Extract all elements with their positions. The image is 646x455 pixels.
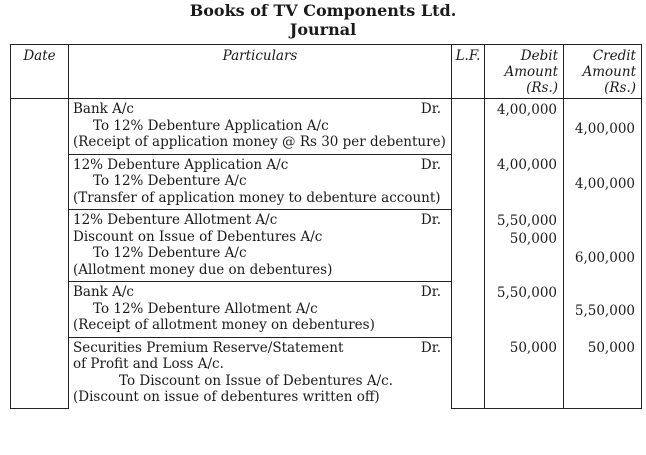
credit-cell <box>564 154 642 210</box>
header-credit-line: (Rs.) <box>604 80 636 96</box>
lf-cell <box>452 210 485 282</box>
debit-account-cont: of Profit and Loss A/c. <box>73 356 224 372</box>
header-debit <box>485 45 564 99</box>
particulars-cell <box>69 154 452 210</box>
date-cell <box>11 337 69 409</box>
narration: (Receipt of application money @ Rs 30 per debenture) <box>73 134 446 150</box>
debit-amount: 5,50,000 <box>496 212 557 229</box>
debit-cell <box>485 99 564 155</box>
lf-cell <box>452 99 485 155</box>
debit-account-line <box>73 101 447 118</box>
credit-amount: 4,00,000 <box>574 175 635 192</box>
journal-table <box>10 44 642 409</box>
lf-cell <box>452 154 485 210</box>
debit-account: Securities Premium Reserve/Statement <box>73 339 344 356</box>
debit-account-2: Discount on Issue of Debentures A/c <box>73 228 323 245</box>
credit-account: To 12% Debenture Application A/c <box>93 117 329 134</box>
debit-account: Bank A/c <box>73 284 134 300</box>
credit-amount <box>564 212 635 231</box>
lf-cell <box>452 282 485 338</box>
header-credit <box>564 45 642 99</box>
header-particulars: Particulars <box>69 45 452 99</box>
debit-account-line <box>73 284 447 301</box>
dr-marker: Dr. <box>420 284 441 300</box>
credit-amount: 6,00,000 <box>574 249 635 266</box>
debit-account-line <box>73 340 447 357</box>
debit-cell <box>485 282 564 338</box>
header-debit-line: Amount <box>504 64 558 80</box>
header-date: Date <box>11 45 69 99</box>
debit-account: 12% Debenture Application A/c <box>73 156 289 173</box>
credit-cell <box>564 337 642 409</box>
header-row <box>11 45 642 99</box>
particulars-cell <box>69 337 452 409</box>
journal-entry <box>11 99 642 155</box>
particulars-cell <box>69 99 452 155</box>
debit-amount: 4,00,000 <box>496 157 557 173</box>
narration: (Allotment money due on debentures) <box>73 261 333 278</box>
debit-amount: 50,000 <box>509 231 557 247</box>
header-lf: L.F. <box>452 45 485 99</box>
credit-amount <box>564 156 635 175</box>
particulars-cell <box>69 210 452 282</box>
narration: (Receipt of allotment money on debentures) <box>73 317 375 333</box>
journal-entry <box>11 337 642 409</box>
particulars-cell <box>69 282 452 338</box>
credit-cell <box>564 282 642 338</box>
debit-cell <box>485 210 564 282</box>
debit-cell <box>485 337 564 409</box>
credit-amount: 4,00,000 <box>574 120 635 137</box>
narration: (Discount on issue of debentures written off) <box>73 389 380 405</box>
dr-marker: Dr. <box>420 212 441 228</box>
date-cell <box>11 210 69 282</box>
credit-cell <box>564 99 642 155</box>
dr-marker: Dr. <box>420 101 441 117</box>
debit-amount: 4,00,000 <box>496 102 557 118</box>
credit-amount <box>564 284 635 303</box>
credit-amount <box>564 101 635 120</box>
debit-account: Bank A/c <box>73 101 134 117</box>
debit-account-line <box>73 157 447 174</box>
credit-account: To 12% Debenture Allotment A/c <box>93 300 318 317</box>
credit-amount <box>564 230 635 249</box>
header-credit-line: Credit <box>592 48 636 64</box>
debit-account: 12% Debenture Allotment A/c <box>73 212 278 228</box>
credit-cell <box>564 210 642 282</box>
narration: (Transfer of application money to debenture account) <box>73 189 441 206</box>
debit-amount: 5,50,000 <box>496 284 557 301</box>
date-cell <box>11 99 69 155</box>
header-debit-line: Debit <box>520 48 558 64</box>
journal-entry <box>11 210 642 282</box>
document-title: Books of TV Components Ltd. <box>189 1 457 20</box>
credit-account: To 12% Debenture A/c <box>93 245 247 261</box>
journal-entry <box>11 282 642 338</box>
credit-account: To Discount on Issue of Debentures A/c. <box>119 372 394 389</box>
debit-cell <box>485 154 564 210</box>
credit-amount: 5,50,000 <box>574 303 635 319</box>
credit-amount: 50,000 <box>587 340 635 356</box>
lf-cell <box>452 337 485 409</box>
header-credit-line: Amount <box>582 64 636 80</box>
date-cell <box>11 282 69 338</box>
credit-account: To 12% Debenture A/c <box>93 173 247 189</box>
journal-heading: Journal <box>289 20 357 39</box>
header-debit-line: (Rs.) <box>526 80 558 96</box>
debit-account-line <box>73 212 447 229</box>
dr-marker: Dr. <box>420 156 441 173</box>
journal-entry <box>11 154 642 210</box>
debit-amount: 50,000 <box>509 340 557 356</box>
dr-marker: Dr. <box>420 339 441 356</box>
date-cell <box>11 154 69 210</box>
